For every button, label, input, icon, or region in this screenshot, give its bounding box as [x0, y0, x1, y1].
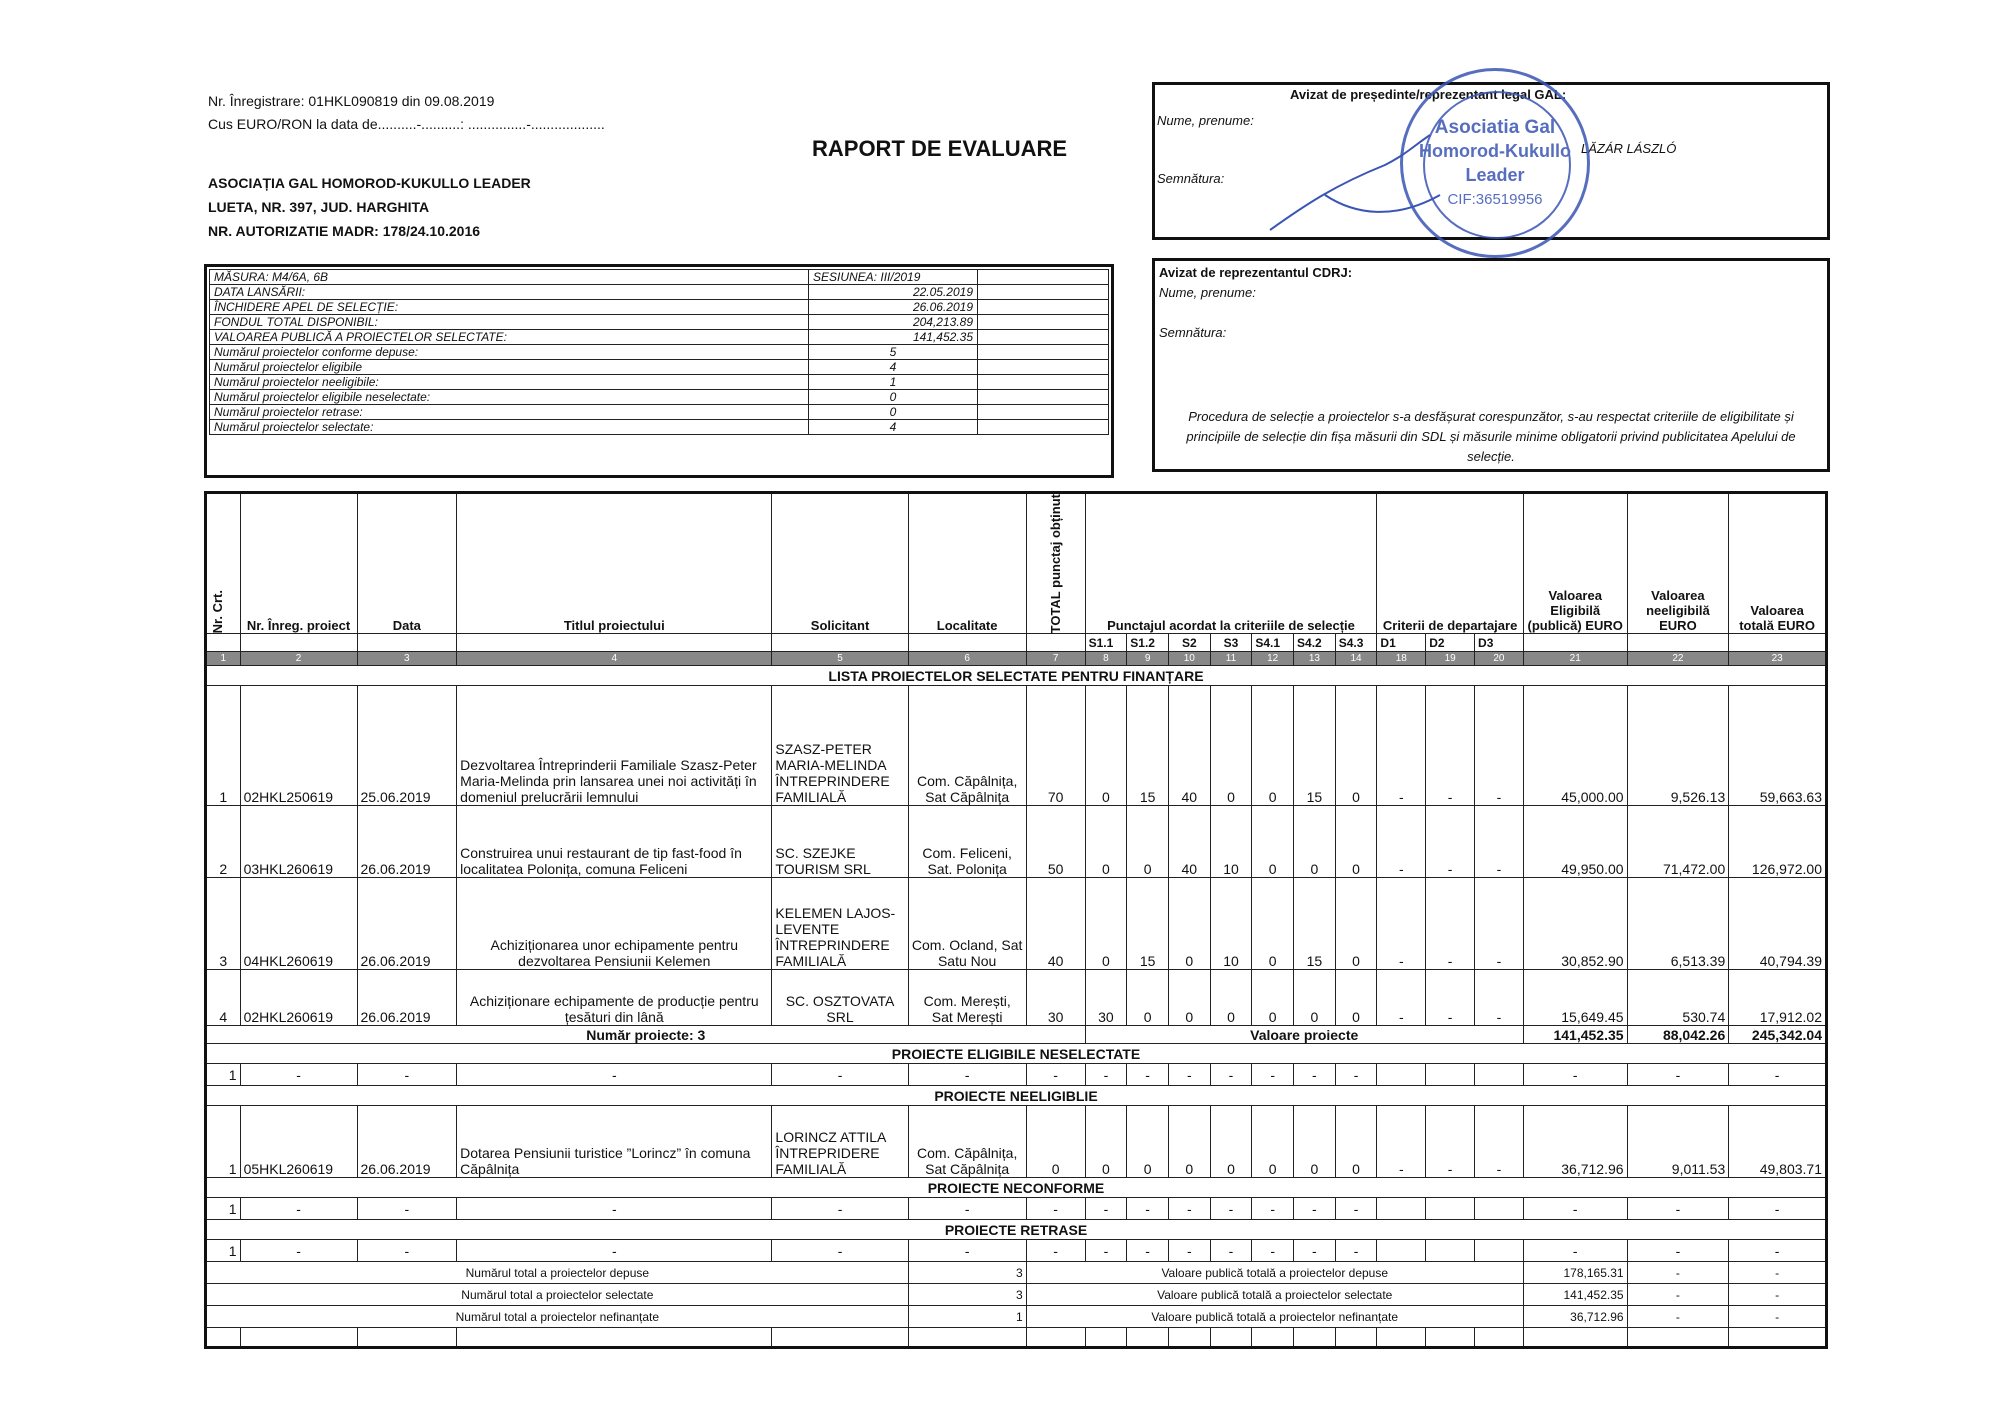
- gal-signature-label: Semnătura:: [1157, 171, 1225, 186]
- cdrj-name-label: Nume, prenume:: [1159, 285, 1256, 300]
- col-total-punctaj: TOTAL punctaj obținut: [1026, 493, 1085, 634]
- col-data: Data: [357, 493, 457, 634]
- section-retrase: PROIECTE RETRASE: [206, 1220, 1827, 1240]
- org-name: ASOCIAȚIA GAL HOMOROD-KUKULLO LEADER: [208, 175, 531, 191]
- project-title: Achiziționare echipamente de producție pentru țesături din lână: [457, 970, 772, 1026]
- sub-s4-1: S4.1: [1252, 634, 1294, 652]
- col-punctaj-criterii: Punctajul acordat la criteriile de selecție: [1085, 493, 1377, 634]
- info-value: 4: [809, 360, 978, 375]
- sub-d3: D3: [1475, 634, 1524, 652]
- sub-s1-2: S1.2: [1127, 634, 1169, 652]
- selected-total-noneligible: 88,042.26: [1627, 1026, 1729, 1044]
- col-valoare-eligibila: Valoarea Eligibilă (publică) EURO: [1523, 493, 1627, 634]
- info-value: 204,213.89: [809, 315, 978, 330]
- table-row: 3 04HKL260619 26.06.2019 Achiziționarea unor echipamente pentru dezvoltarea Pensiunii Kelemen KELEMEN LAJOS-LEVENTE ÎNTREPRINDERE FAMILIALĂ Com. Ocland, Sat Satu Nou 40 0 15 0 10 0 15 0 - - - 30,852.90 6,513.39 40,794.39: [206, 878, 1827, 970]
- stamp-line-2: Homorod-Kukullo: [1419, 141, 1571, 161]
- col-valoare-totala: Valoarea totală EURO: [1729, 493, 1827, 634]
- selected-value-label: Valoare proiecte: [1085, 1026, 1523, 1044]
- info-label: Numărul proiectelor eligibile: [210, 360, 809, 375]
- info-value: 141,452.35: [809, 330, 978, 345]
- column-number-row: 1 2 3 4 5 6 7 8 9 10 11 12 13 14 18 19 20 21 22 23: [206, 652, 1827, 666]
- info-value: 5: [809, 345, 978, 360]
- info-label: FONDUL TOTAL DISPONIBIL:: [210, 315, 809, 330]
- selected-totals-row: [206, 1026, 1827, 1044]
- summary-row: Numărul total a proiectelor nefinanțate 1 Valoare publică totală a proiectelor nefinanțate 36,712.96 - -: [206, 1306, 1827, 1328]
- section-selected: LISTA PROIECTELOR SELECTATE PENTRU FINANȚARE: [206, 666, 1827, 686]
- summary-row: Numărul total a proiectelor depuse 3 Valoare publică totală a proiectelor depuse 178,165.31 - -: [206, 1262, 1827, 1284]
- col-titlu: Titlul proiectului: [457, 493, 772, 634]
- sub-d2: D2: [1426, 634, 1475, 652]
- cdrj-signature-label: Semnătura:: [1159, 325, 1227, 340]
- stamp-line-1: Asociatia Gal: [1434, 117, 1556, 138]
- info-label: Numărul proiectelor selectate:: [210, 420, 809, 435]
- org-authorization: NR. AUTORIZATIE MADR: 178/24.10.2016: [208, 223, 481, 239]
- empty-row: 1 - - - - - - - - - - - - - - - -: [206, 1240, 1827, 1262]
- section-neconforme: PROIECTE NECONFORME: [206, 1178, 1827, 1198]
- exchange-rate-line: Cus EURO/RON la data de..........-..........: ...............-...................: [208, 116, 605, 132]
- gal-name-label: Nume, prenume:: [1157, 113, 1254, 128]
- table-row: 1 02HKL250619 25.06.2019 Dezvoltarea Întreprinderii Familiale Szasz-Peter Maria-Melinda prin lansarea unei noi activități în domeniul prelucrării lemnului SZASZ-PETER MARIA-MELINDA ÎNTREPRINDERE FAMILIALĂ Com. Căpâlnița, Sat Căpâlnița 70 0 15 40 0 0 15 0 - - - 45,000.00 9,526.13 59,663.63: [206, 686, 1827, 806]
- registration-number: Nr. Înregistrare: 01HKL090819 din 09.08.2019: [208, 93, 495, 109]
- stamp-line-3: Leader: [1465, 165, 1525, 185]
- section-neselectate: PROIECTE ELIGIBILE NESELECTATE: [206, 1044, 1827, 1064]
- col-valoare-neeligibila: Valoarea neeligibilă EURO: [1627, 493, 1729, 634]
- sub-s4-2: S4.2: [1294, 634, 1336, 652]
- table-row: 1 05HKL260619 26.06.2019 Dotarea Pensiunii turistice ”Lorincz” în comuna Căpâlnița LORINCZ ATTILA ÎNTREPRIDERE FAMILIALĂ Com. Căpâlnița, Sat Căpâlnița 0 0 0 0 0 0 0 0 - - - 36,712.96 9,011.53 49,803.71: [206, 1106, 1827, 1178]
- info-label: Numărul proiectelor conforme depuse:: [210, 345, 809, 360]
- empty-row: 1 - - - - - - - - - - - - - - - -: [206, 1064, 1827, 1086]
- project-title: Achiziționarea unor echipamente pentru dezvoltarea Pensiunii Kelemen: [457, 878, 772, 970]
- info-value: 0: [809, 390, 978, 405]
- sub-s1-1: S1.1: [1085, 634, 1127, 652]
- summary-row: Numărul total a proiectelor selectate 3 Valoare publică totală a proiectelor selectate 141,452.35 - -: [206, 1284, 1827, 1306]
- page-title: RAPORT DE EVALUARE: [812, 136, 1068, 161]
- cdrj-title: Avizat de reprezentantul CDRJ:: [1159, 265, 1353, 280]
- project-title: Dezvoltarea Întreprinderii Familiale Szasz-Peter Maria-Melinda prin lansarea unei noi activități în domeniul prelucrării lemnului: [457, 686, 772, 806]
- stamp-cif: CIF:36519956: [1447, 191, 1543, 208]
- info-label: Numărul proiectelor retrase:: [210, 405, 809, 420]
- org-address: LUETA, NR. 397, JUD. HARGHITA: [208, 199, 430, 215]
- col-criterii-departajare: Criterii de departajare: [1377, 493, 1523, 634]
- info-value: 26.06.2019: [809, 300, 978, 315]
- gal-name-value: LĂZÁR LÁSZLÓ: [1581, 141, 1677, 156]
- gal-stamp: [1400, 68, 1590, 258]
- sub-s3: S3: [1210, 634, 1252, 652]
- selected-total-value: 245,342.04: [1729, 1026, 1827, 1044]
- sub-s2: S2: [1168, 634, 1210, 652]
- sub-d1: D1: [1377, 634, 1426, 652]
- col-solicitant: Solicitant: [772, 493, 908, 634]
- gal-approval-title: Avizat de președinte/reprezentant legal GAL:: [1290, 87, 1567, 102]
- info-label: ÎNCHIDERE APEL DE SELECȚIE:: [210, 300, 809, 315]
- cdrj-procedure-note: Procedura de selecție a proiectelor s-a desfășurat corespunzător, s-au respectat criteriile de eligibilitate și principiile de selecție din fișa măsurii din SDL și măsurile minime obligatorii privind publicitatea Apelului de selecție.: [1186, 409, 1796, 464]
- table-row: 4 02HKL260619 26.06.2019 Achiziționare echipamente de producție pentru țesături din lână SC. OSZTOVATA SRL Com. Merești, Sat Merești 30 30 0 0 0 0 0 0 - - - 15,649.45 530.74 17,912.02: [206, 970, 1827, 1026]
- projects-table: [204, 491, 1828, 1349]
- selected-count: Număr proiecte: 3: [206, 1026, 1086, 1044]
- info-value: 0: [809, 405, 978, 420]
- sub-s4-3: S4.3: [1335, 634, 1377, 652]
- project-title: Construirea unui restaurant de tip fast-food în localitatea Polonița, comuna Feliceni: [457, 806, 772, 878]
- info-label: Numărul proiectelor neeligibile:: [210, 375, 809, 390]
- info-value: 4: [809, 420, 978, 435]
- info-label: VALOAREA PUBLICĂ A PROIECTELOR SELECTATE:: [210, 330, 809, 345]
- session-label: SESIUNEA: III/2019: [809, 270, 978, 285]
- info-value: 22.05.2019: [809, 285, 978, 300]
- measure-label: MĂSURA: M4/6A, 6B: [210, 270, 809, 285]
- selected-total-eligible: 141,452.35: [1523, 1026, 1627, 1044]
- info-label: Numărul proiectelor eligibile neselectate:: [210, 390, 809, 405]
- col-localitate: Localitate: [908, 493, 1026, 634]
- info-label: DATA LANSĂRII:: [210, 285, 809, 300]
- section-neeligibile: PROIECTE NEELIGIBLIE: [206, 1086, 1827, 1106]
- info-value: 1: [809, 375, 978, 390]
- project-title: Dotarea Pensiunii turistice ”Lorincz” în comuna Căpâlnița: [457, 1106, 772, 1178]
- measure-info-table: [209, 269, 1109, 435]
- table-row: 2 03HKL260619 26.06.2019 Construirea unui restaurant de tip fast-food în localitatea Polonița, comuna Feliceni SC. SZEJKE TOURISM SRL Com. Feliceni, Sat. Polonița 50 0 0 40 10 0 0 0 - - - 49,950.00 71,472.00 126,972.00: [206, 806, 1827, 878]
- info-empty-cell: [978, 270, 1109, 285]
- col-nr-inreg: Nr. Înreg. proiect: [240, 493, 357, 634]
- cdrj-approval-box: [1152, 258, 1830, 472]
- empty-row: 1 - - - - - - - - - - - - - - - -: [206, 1198, 1827, 1220]
- col-nr-crt: Nr. Crt.: [206, 493, 241, 634]
- measure-info-box: [204, 264, 1114, 478]
